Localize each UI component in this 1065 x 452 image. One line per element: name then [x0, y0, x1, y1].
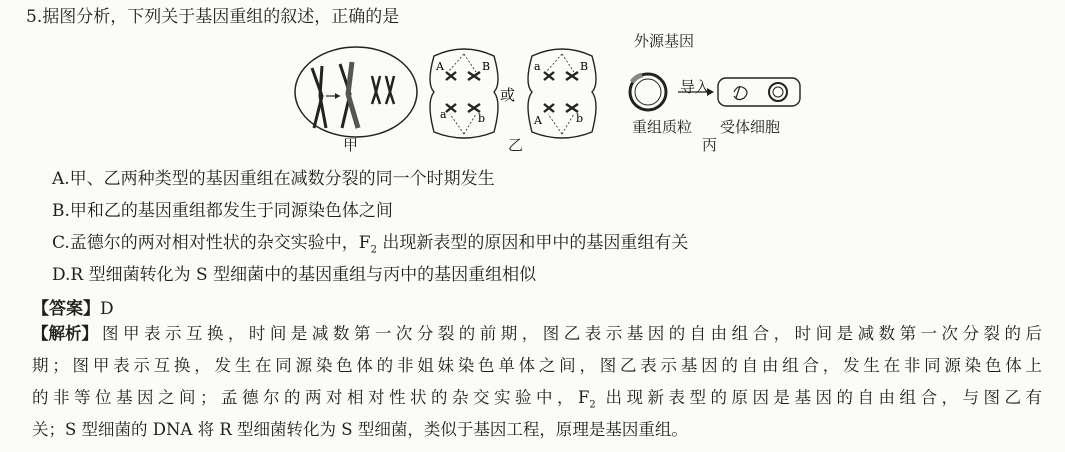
option-c-subscript: 2	[370, 244, 377, 256]
yi-c1-bottom-right: b	[478, 112, 486, 125]
yi-cell-1	[430, 49, 498, 138]
chromosome-pair-large	[312, 62, 358, 128]
explanation-text-3-pre: 的非等位基因之间；孟德尔的两对相对性状的杂交实验中，F	[32, 388, 590, 407]
option-c-text-pre: C.孟德尔的两对相对性状的杂交实验中，F	[52, 233, 371, 253]
explanation-text-3-post: 出现新表型的原因是基因的自由组合，与图乙有	[595, 388, 1042, 407]
option-c	[52, 232, 688, 261]
figure-label-bing: 丙	[702, 136, 718, 154]
explanation-text-1: 图甲表示互换，时间是减数第一次分裂的前期，图乙表示基因的自由组合，时间是减数第一次分裂的后	[102, 324, 1042, 343]
figure-label-yi: 乙	[508, 136, 524, 154]
bing-recipient-cell-label: 受体细胞	[720, 118, 781, 136]
figure-jia	[292, 44, 420, 142]
option-a: A.甲、乙两种类型的基因重组在减数分裂的同一个时期发生	[52, 169, 495, 189]
yi-c2-bottom-left: A	[534, 114, 542, 127]
explanation-subscript: 2	[589, 399, 596, 411]
option-d: D.R 型细菌转化为 S 型细菌中的基因重组与丙中的基因重组相似	[52, 265, 537, 285]
figure-bing	[620, 50, 810, 120]
yi-or-text: 或	[500, 86, 516, 104]
yi-cell-2	[528, 49, 596, 138]
answer-value: D	[100, 299, 114, 319]
option-c-text-post: 出现新表型的原因和甲中的基因重组有关	[376, 233, 689, 253]
question-title: 5.据图分析，下列关于基因重组的叙述，正确的是	[26, 7, 400, 27]
bing-foreign-gene-label: 外源基因	[634, 32, 695, 50]
figure-yi	[424, 44, 609, 144]
yi-c1-top-right: B	[482, 60, 491, 73]
explanation-line-3	[32, 387, 1042, 416]
answer-line	[32, 298, 114, 320]
explanation-label: 【解析】	[32, 324, 98, 343]
option-b: B.甲和乙的基因重组都发生于同源染色体之间	[52, 201, 393, 221]
figure-label-jia: 甲	[343, 136, 359, 154]
bing-plasmid-label: 重组质粒	[632, 118, 693, 136]
chromosome-pair-small	[372, 76, 394, 104]
explanation-line-1	[32, 323, 1042, 345]
yi-c2-top-right: B	[580, 60, 589, 73]
yi-c2-bottom-right: b	[576, 112, 584, 125]
yi-c1-bottom-left: a	[440, 108, 447, 121]
bing-import-label: 导入	[680, 78, 711, 96]
explanation-line-2: 期；图甲表示互换，发生在同源染色体的非姐妹染色单体之间，图乙表示基因的自由组合，发生在非同源染色体上	[32, 356, 1042, 375]
yi-c1-top-left: A	[436, 60, 444, 73]
explanation-line-4: 关；S 型细菌的 DNA 将 R 型细菌转化为 S 型细菌，类似于基因工程，原理是基因重组。	[32, 420, 688, 439]
answer-label: 【答案】	[32, 299, 100, 319]
yi-c2-top-left: a	[534, 60, 541, 73]
